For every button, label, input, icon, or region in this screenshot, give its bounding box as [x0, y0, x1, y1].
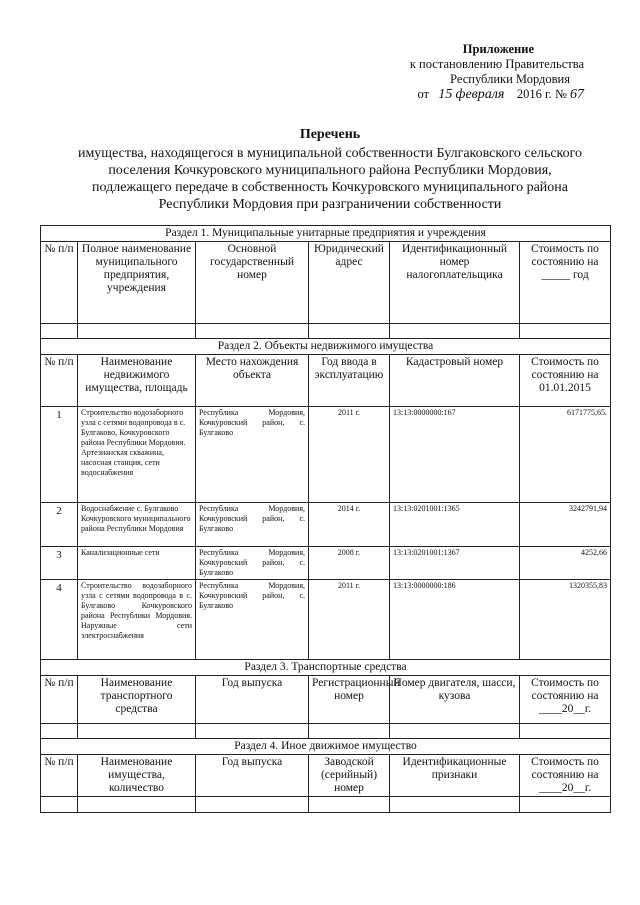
cadastral-number: 13:13:0000000:186 [390, 580, 520, 660]
appendix-line: Республики Мордовия [450, 72, 570, 86]
property-location: Республика Мордовия, Кочкуровский район, с. Булгаково [196, 547, 309, 580]
property-name: Водоснабжение с. Булгаково Кочкуровского муниципального района Республики Мордовия [78, 503, 196, 547]
header-cell: Основной государственный номер [196, 242, 309, 324]
section4-title: Раздел 4. Иное движимое имущество [41, 739, 611, 755]
row-number: 2 [41, 503, 78, 547]
date-year: 2016 г. [516, 87, 552, 101]
section1-title: Раздел 1. Муниципальные унитарные предприятия и учреждения [41, 226, 611, 242]
row-number: 3 [41, 547, 78, 580]
section-title-row [41, 660, 611, 676]
date-day: 15 [438, 87, 453, 102]
header-cell: Полное наименование муниципального предприятия, учреждения [78, 242, 196, 324]
appendix-date-line [334, 87, 584, 102]
header-cell: Наименование транспортного средства [78, 676, 196, 724]
header-cell: Заводской (серийный) номер [309, 755, 390, 797]
header-cell: Место нахождения объекта [196, 355, 309, 407]
header-cell: Юридический адрес [309, 242, 390, 324]
doc-number: 67 [570, 87, 584, 102]
row-number: 1 [41, 407, 78, 503]
header-cell: Стоимость по состоянию на ____20__г. [520, 755, 611, 797]
property-location: Республика Мордовия, Кочкуровский район, с. Булгаково [196, 580, 309, 660]
commission-year: 2011 г. [309, 580, 390, 660]
property-table [40, 225, 611, 813]
property-name: Строительство водозаборного узла с сетями водопровода в с. Булгаково, Кочкуровского района Республики Мордовия. Артезианская скважина, насосная станция, сети водоснабжения [78, 407, 196, 503]
commission-year: 2011 г. [309, 407, 390, 503]
header-row [41, 355, 611, 407]
header-row [41, 755, 611, 797]
section-title-row [41, 739, 611, 755]
section3-title: Раздел 3. Транспортные средства [41, 660, 611, 676]
property-cost: 4252,66 [520, 547, 611, 580]
date-month: февраля [455, 87, 505, 102]
section-title-row [41, 226, 611, 242]
empty-row [41, 724, 611, 739]
document-heading [40, 126, 620, 213]
row-number: 4 [41, 580, 78, 660]
heading-line: имущества, находящегося в муниципальной собственности Булгаковского сельского [77, 146, 583, 161]
heading-line: поселения Кочкуровского муниципального района Республики Мордовия, [108, 163, 552, 178]
header-cell: Стоимость по состоянию на ____20__г. [520, 676, 611, 724]
table-row [41, 503, 611, 547]
empty-row [41, 797, 611, 813]
property-location: Республика Мордовия, Кочкуровский район, с. Булгаково [196, 503, 309, 547]
property-cost: 3242791,94 [520, 503, 611, 547]
table-row [41, 547, 611, 580]
table-row [41, 580, 611, 660]
number-prefix: № [554, 87, 567, 101]
header-cell: Идентификационный номер налогоплательщика [390, 242, 520, 324]
property-name: Строительство водозаборного узла с сетями водопровода в с. Булгаково Кочкуровского района Республики Мордовия. Наружные сети электроснабжения [78, 580, 196, 660]
header-cell: Стоимость по состоянию на 01.01.2015 [520, 355, 611, 407]
property-name: Канализационные сети [78, 547, 196, 580]
header-cell: № п/п [41, 355, 78, 407]
header-row [41, 242, 611, 324]
header-cell: Год ввода в эксплуатацию [309, 355, 390, 407]
header-cell: Год выпуска [196, 755, 309, 797]
property-location: Республика Мордовия, Кочкуровский район, с. Булгаково [196, 407, 309, 503]
heading-title: Перечень [299, 127, 361, 142]
header-row [41, 676, 611, 724]
table-row [41, 407, 611, 503]
date-prefix: от [417, 87, 429, 101]
header-cell: № п/п [41, 755, 78, 797]
heading-line: Республики Мордовия при разграничении собственности [158, 197, 502, 212]
header-cell: Наименование недвижимого имущества, площадь [78, 355, 196, 407]
appendix-title: Приложение [462, 42, 534, 56]
header-cell: Наименование имущества, количество [78, 755, 196, 797]
cadastral-number: 13:13:0201001:1365 [390, 503, 520, 547]
header-cell: Стоимость по состоянию на _____ год [520, 242, 611, 324]
section-title-row [41, 339, 611, 355]
commission-year: 2008 г. [309, 547, 390, 580]
cadastral-number: 13:13:0000000:167 [390, 407, 520, 503]
commission-year: 2014 г. [309, 503, 390, 547]
header-cell: Регистрационный номер [309, 676, 390, 724]
header-cell: № п/п [41, 242, 78, 324]
appendix-line: к постановлению Правительства [409, 57, 584, 71]
empty-row [41, 324, 611, 339]
cadastral-number: 13:13:0201001:1367 [390, 547, 520, 580]
header-cell: Номер двигателя, шасси, кузова [390, 676, 520, 724]
heading-line: подлежащего передаче в собственность Кочкуровского муниципального района [92, 180, 568, 195]
header-cell: Кадастровый номер [390, 355, 520, 407]
property-cost: 6171775,65. [520, 407, 611, 503]
appendix-block [334, 42, 584, 102]
header-cell: Год выпуска [196, 676, 309, 724]
header-cell: Идентификационные признаки [390, 755, 520, 797]
header-cell: № п/п [41, 676, 78, 724]
property-cost: 1320355,83 [520, 580, 611, 660]
section2-title: Раздел 2. Объекты недвижимого имущества [41, 339, 611, 355]
